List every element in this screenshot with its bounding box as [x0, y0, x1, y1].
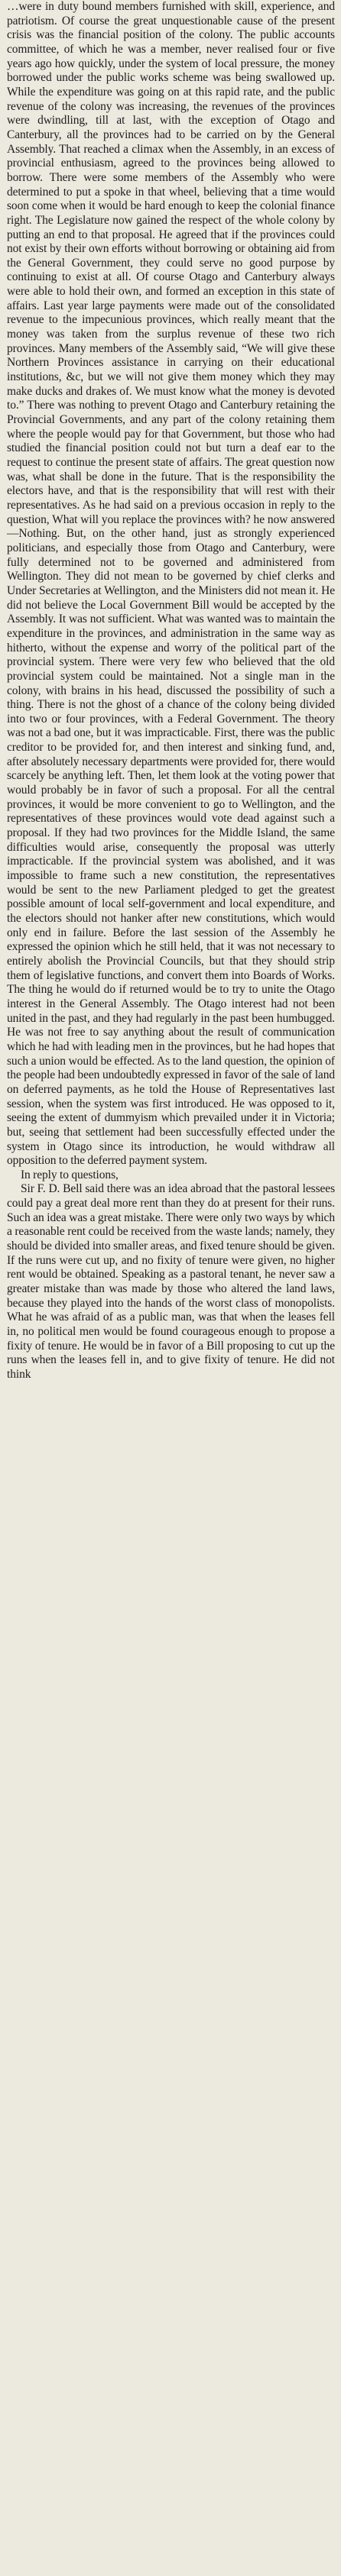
- article-paragraph-speech: …were in duty bound members furnished with skill, experience, and patriotism. Of course the great unquestionable cause of the present crisis was the financial position of the colony. The public accounts committee, of which he was a member, never realised four or five years ago how quickly, under the system of local pressure, the money borrowed under the public works scheme was being swallowed up. While the expenditure was going on at this rapid rate, and the public revenue of the colony was increasing, the revenues of the provinces were dwindling, till at last, with the exception of Otago and Canterbury, all the provinces had to be carried on by the General Assembly. That reached a climax when the Assembly, in an excess of provincial enthusiasm, agreed to the provinces being allowed to borrow. There were some members of the Assembly who were determined to put a spoke in that wheel, believing that a time would soon come when it would be hard enough to keep the colonial finance right. The Legislature now gained the respect of the whole colony by putting an end to that proposal. He agreed that if the provinces could not exist by their own efforts without borrowing or obtaining aid from the General Government, they could serve no good purpose by continuing to exist at all. Of course Otago and Canterbury always were able to hold their own, and formed an exception in this state of affairs. Last year large payments were made out of the consolidated revenue to the impecunious provinces, which really meant that the money was taken from the surplus revenue of these two rich provinces. Many members of the Assembly said, “We will give these Northern Provinces assistance in carrying on their educational institutions, &c, but we will not give them money which they may make ducks and drakes of. We must know what the money is devoted to.” There was nothing to prevent Otago and Canterbury retaining the Provincial Governments, and any part of the colony retaining them where the people would pay for that Government, but those who had studied the financial position could not but turn a deaf ear to the request to continue the present state of affairs. The great question now was, what shall be done in the future. That is the responsibility the electors have, and that is the responsibility that will rest with their representatives. As he had said on a previous occasion in reply to the question, What will you replace the provinces with? he now answered—Nothing. But, on the other hand, just as strongly experienced politicians, and especially those from Otago and Canterbury, were fully determined not to be governed and administered from Wellington. They did not mean to be governed by chief clerks and Under Secretaries at Wellington, and the Ministers did not mean it. He did not believe the Local Government Bill would be accepted by the Assembly. It was not sufficient. What was wanted was to maintain the expenditure in the provinces, and administration in the same way as hitherto, without the expense and worry of the political part of the provincial system. There were very few who believed that the old provincial system could be maintained. Not a single man in the colony, with brains in his head, discussed the possibility of such a thing. There is not the ghost of a chance of the colony being divided into two or four provinces, with a Federal Government. The theory was not a bad one, but it was impracticable. First, there was the public creditor to be provided for, and then interest and sinking fund, and, after absolutely necessary departments were provided for, there would scarcely be anything left. Then, let them look at the voting power that would probably be in favor of such a proposal. For all the central provinces, it would be more convenient to go to Wellington, and the representatives of these provinces would vote dead against such a proposal. If they had two provinces for the Middle Island, the same difficulties would arise, consequently the proposal was utterly impracticable. If the provincial system was abolished, and it was impossible to frame such a new constitution, the representatives would be sent to the new Parliament pledged to get the greatest possible amount of local self-government and local expenditure, and the electors should not hanker after new constitutions, which would only end in failure. Before the last session of the Assembly he expressed the opinion which he still held, that it was not necessary to entirely abolish the Provincial Councils, but that they should strip them of legislative functions, and convert them into Boards of Works. The thing he would do if returned would be to try to unite the Otago interest in the General Assembly. The Otago interest had not been united in the past, and they had regularly in the past been humbugged. He was not free to say anything about the result of communication which he had with leading men in the provinces, but he had hopes that such a union would be effected. As to the land question, the opinion of the people had been undoubtedly expressed in favor of the sale of land on deferred payments, as he told the House of Representatives last session, when the system was first introduced. He was opposed to it, seeing the extent of dummyism which prevailed under it in Victoria; but, seeing that settlement had been successfully effected under the system in Otago since its introduction, he would withdraw all opposition to the deferred payment system.: [7, 0, 335, 1168]
- article-paragraph-bell-reply: Sir F. D. Bell said there was an idea abroad that the pastoral lessees could pay a great deal more rent than they do at present for their runs. Such an idea was a great mistake. There were only two ways by which a reasonable rent could be received from the waste lands; namely, they should be divided into smaller areas, and fixed tenure should be given. If the runs were cut up, and no fixity of tenure were given, no higher rent would be obtained. Speaking as a pastoral tenant, he never saw a greater mistake than was made by those who altered the land laws, because they played into the hands of the worst class of monopolists. What he was afraid of as a public man, was that when the leases fell in, no political men would be found courageous enough to propose a fixity of tenure. He would be in favor of a Bill proposing to cut up the runs when the leases fell in, and to give fixity of tenure. He did not think: [7, 1182, 335, 1381]
- article-paragraph-questions: In reply to questions,: [21, 1168, 119, 1181]
- article-column: [7, 0, 335, 1382]
